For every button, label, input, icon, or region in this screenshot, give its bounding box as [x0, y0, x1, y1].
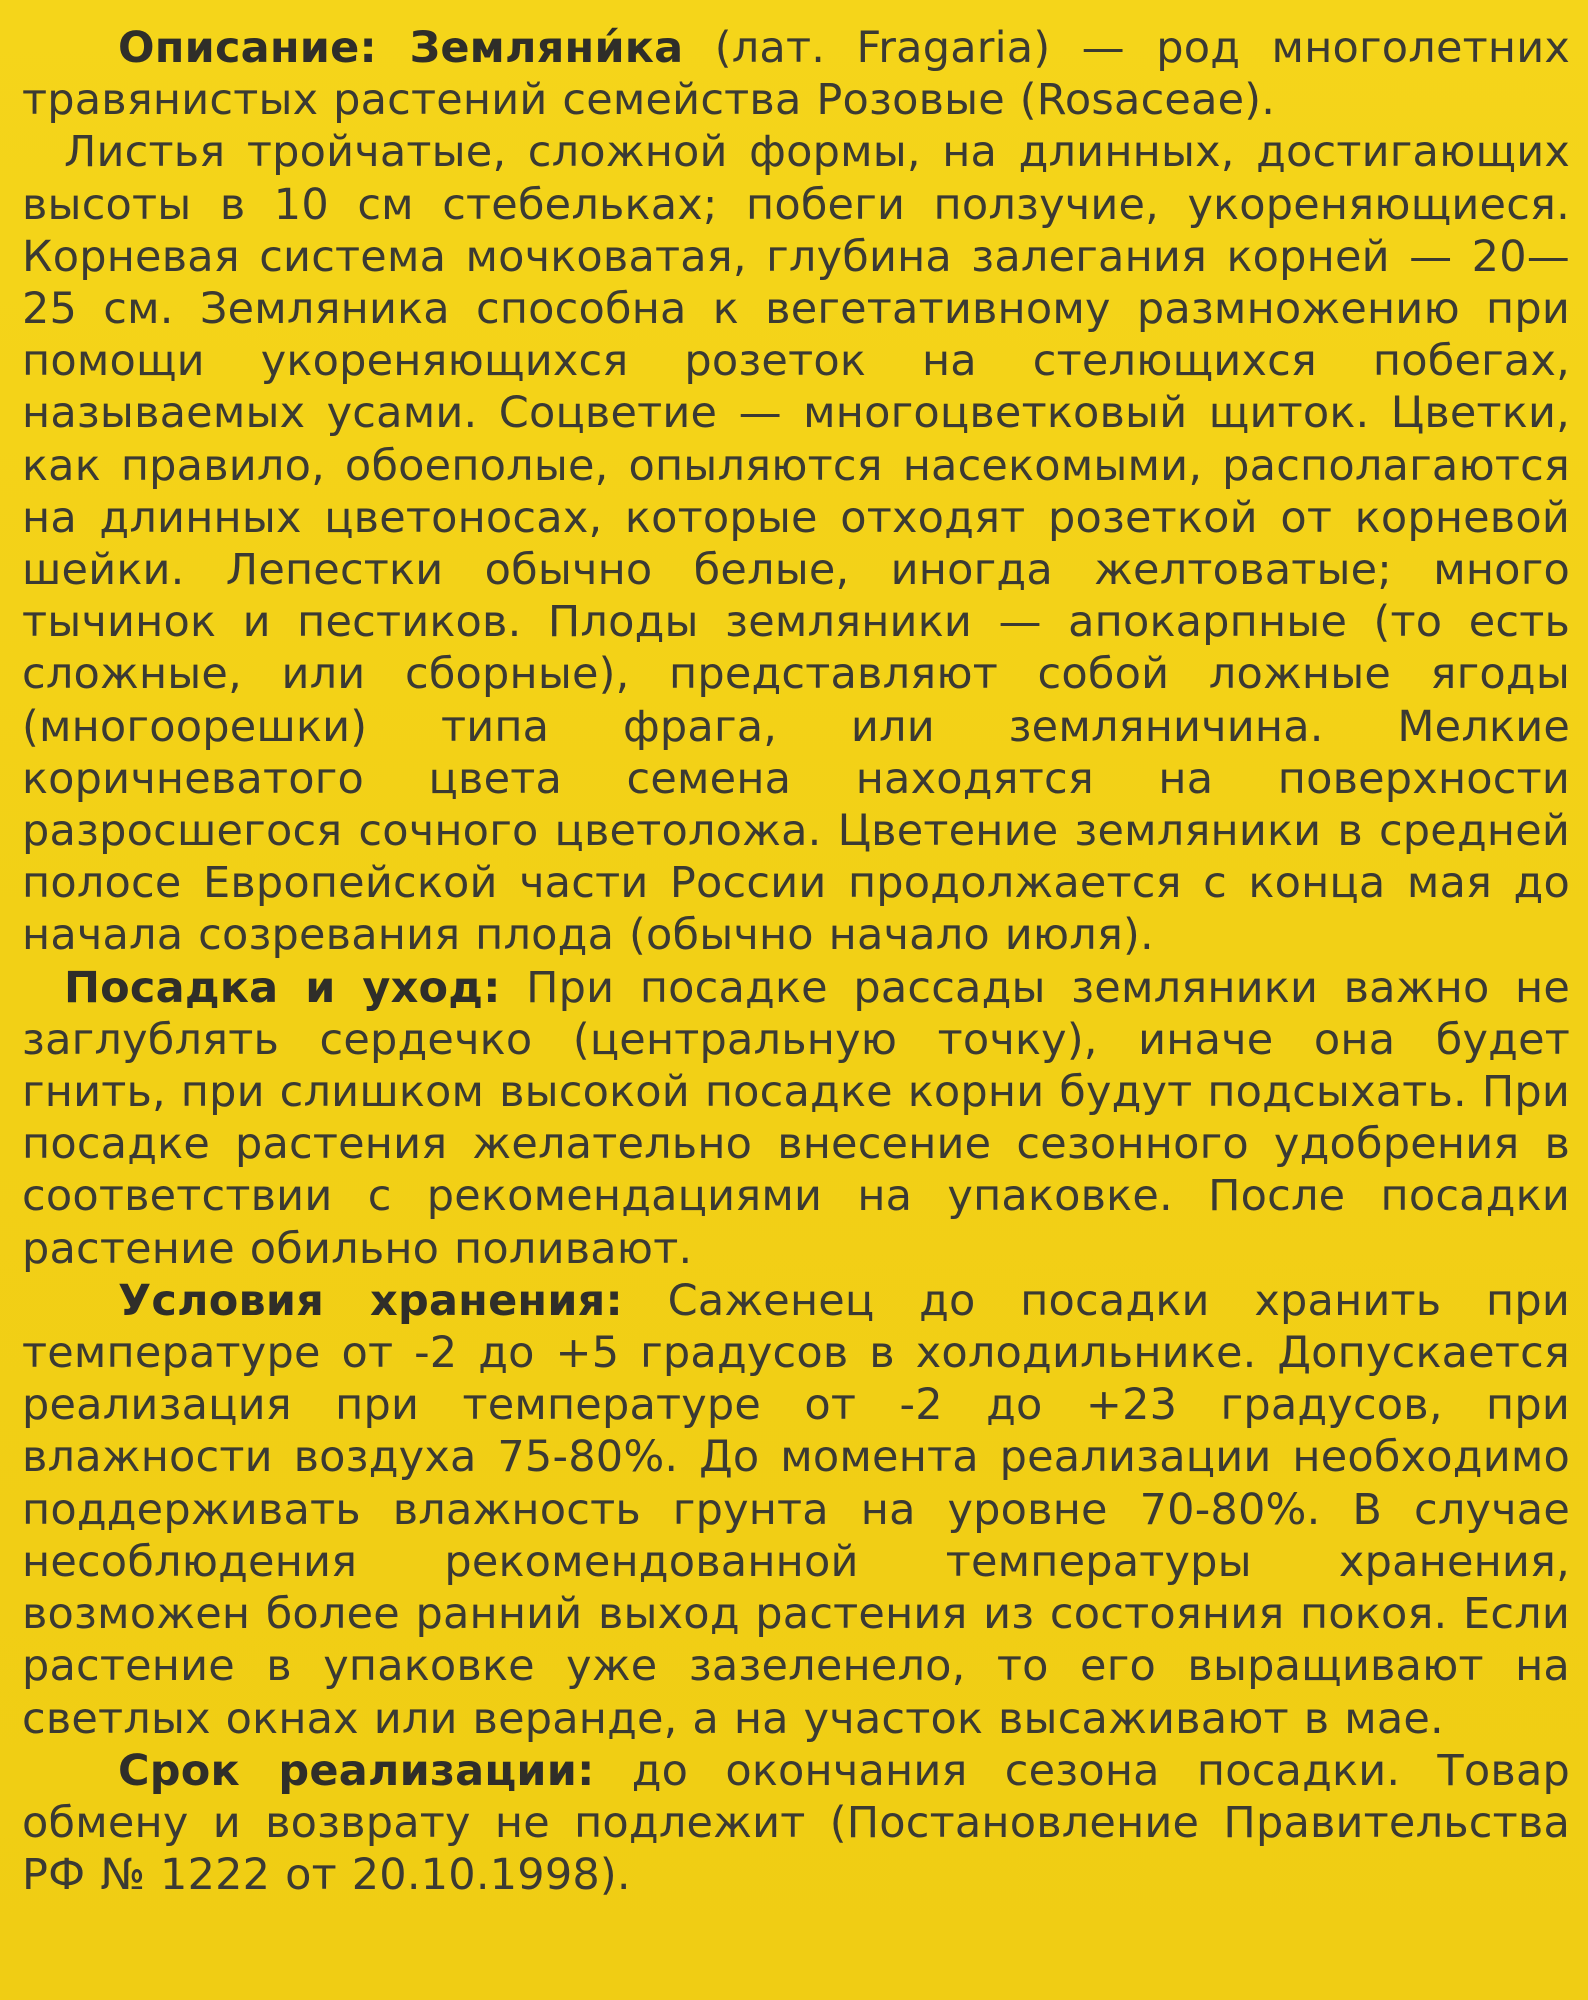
planting-paragraph: [22, 962, 1570, 1275]
description-intro-text: (лат. Fragaria) — род многолетних травянистых растений семейства Розовые (Rosaceae).: [22, 23, 1571, 126]
planting-label: Посадка и уход:: [64, 962, 501, 1013]
shelf-life-label: Срок реализации:: [118, 1745, 595, 1796]
description-body-paragraph: Листья тройчатые, сложной формы, на длинных, достигающих высоты в 10 см стебельках; побеги ползучие, укореняющиеся. Корневая система мочковатая, глубина залегания корней — 20—25 см. Земляника способна к вегетативному размножению при помощи укореняющихся розеток на стелющихся побегах, называемых усами. Соцветие — многоцветковый щиток. Цветки, как правило, обоеполые, опыляются насекомыми, располагаются на длинных цветоносах, которые отходят розеткой от корневой шейки. Лепестки обычно белые, иногда желтоватые; много тычинок и пестиков. Плоды земляники — апокарпные (то есть сложные, или сборные), представляют собой ложные ягоды (многоорешки) типа фрага, или земляничина. Мелкие коричневатого цвета семена находятся на поверхности разросшегося сочного цветоложа. Цветение земляники в средней полосе Европейской части России продолжается с конца мая до начала созревания плода (обычно начало июля).: [22, 127, 1570, 961]
description-paragraph: [22, 22, 1570, 126]
shelf-life-paragraph: [22, 1745, 1570, 1902]
storage-label: Условия хранения:: [118, 1275, 623, 1326]
shelf-life-text: до окончания сезона посадки. Товар обмену и возврату не подлежит (Постановление Правительства РФ № 1222 от 20.10.1998).: [22, 1745, 1570, 1901]
storage-text: Саженец до посадки хранить при температуре от -2 до +5 градусов в холодильнике. Допускается реализация при температуре от -2 до +23 градусов, при влажности воздуха 75-80%. До момента реализации необходимо поддерживать влажность грунта на уровне 70-80%. В случае несоблюдения рекомендованной температуры хранения, возможен более ранний выход растения из состояния покоя. Если растение в упаковке уже зазеленело, то его выращивают на светлых окнах или веранде, а на участок высаживают в мае.: [22, 1275, 1570, 1744]
storage-paragraph: [22, 1275, 1570, 1745]
description-label: Описание: Земляни́ка: [118, 23, 684, 73]
planting-text: При посадке рассады земляники важно не заглублять сердечко (центральную точку), иначе она будет гнить, при слишком высокой посадке корни будут подсыхать. При посадке растения желательно внесение сезонного удобрения в соответствии с рекомендациями на упаковке. После посадки растение обильно поливают.: [22, 962, 1570, 1274]
